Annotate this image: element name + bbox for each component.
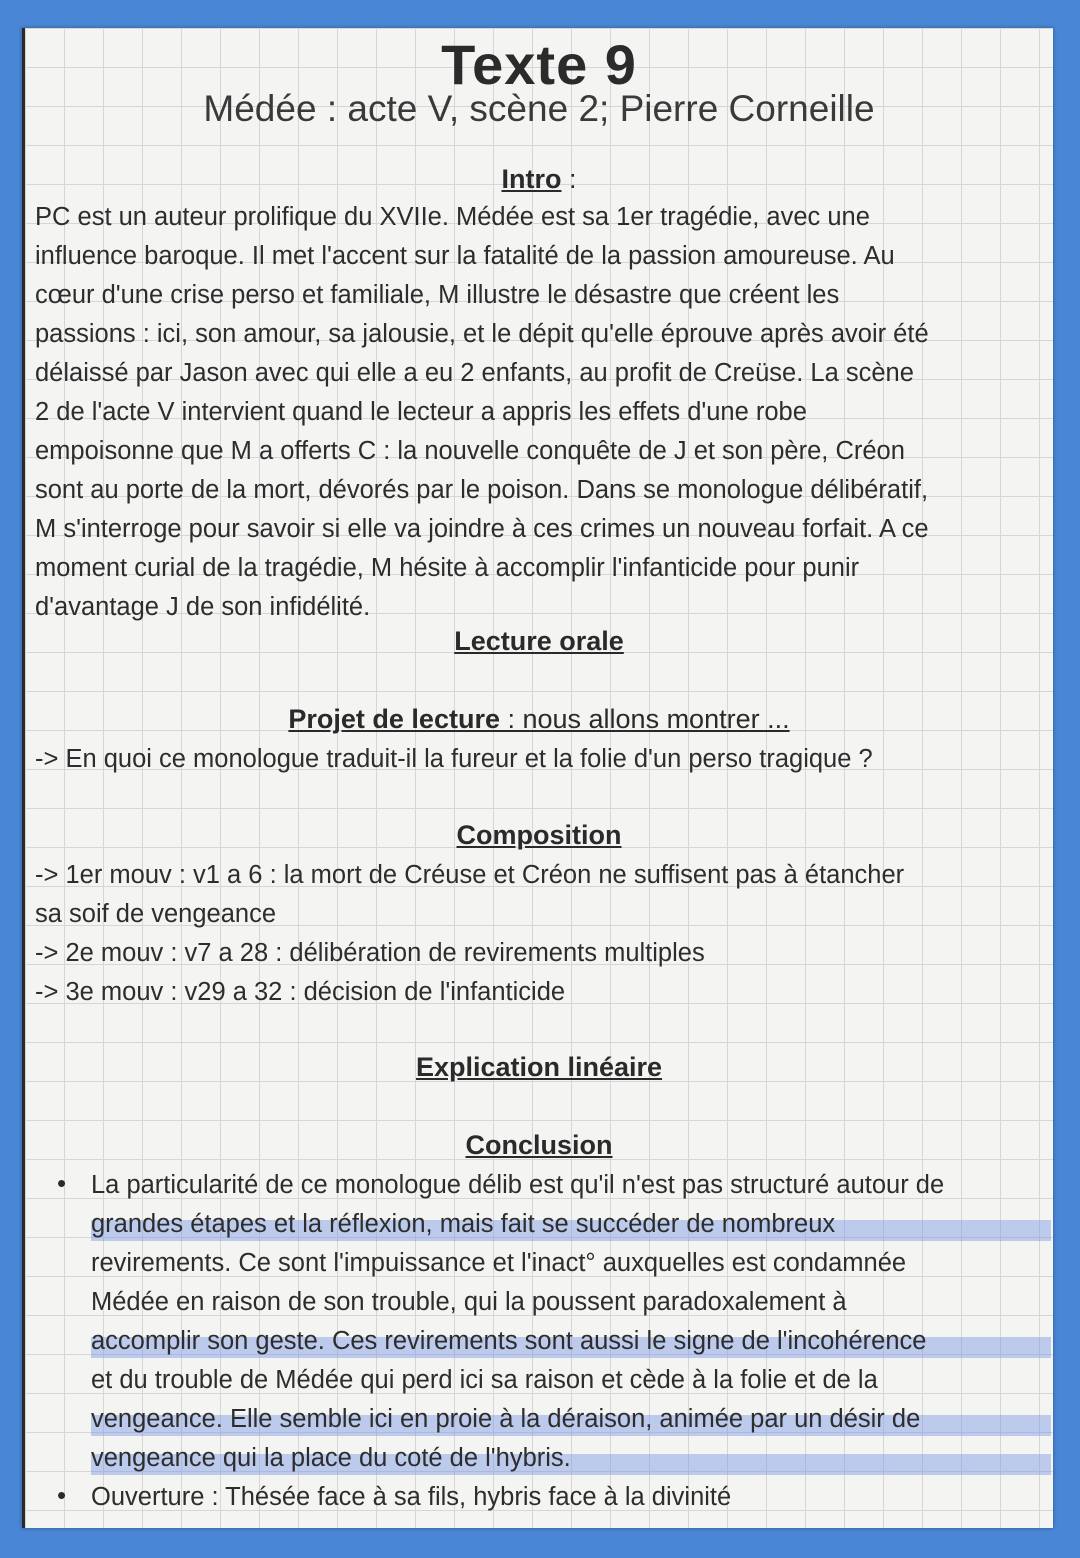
intro-line: M s'interroge pour savoir si elle va joindre à ces crimes un nouveau forfait. A ce [35,515,929,543]
projet-heading-rest: : nous allons montrer ... [499,704,790,734]
composition-heading-row [25,820,1053,851]
projet-heading-row [25,704,1053,735]
projet-question-line: -> En quoi ce monologue traduit-il la fureur et la folie d'un perso tragique ? [35,745,873,773]
intro-line: empoisonne que M a offerts C : la nouvelle conquête de J et son père, Créon [35,437,905,465]
lecture-heading-row [25,626,1053,657]
intro-colon: : [561,164,577,194]
intro-heading-row [25,164,1053,195]
intro-line: passions : ici, son amour, sa jalousie, et le dépit qu'elle éprouve après avoir été [35,320,929,348]
intro-line: 2 de l'acte V intervient quand le lecteur a appris les effets d'une robe [35,398,807,426]
composition-line: sa soif de vengeance [35,900,277,928]
bullet-dot: • [57,1168,67,1198]
projet-heading: Projet de lecture [288,704,500,734]
conclusion-line: vengeance. Elle semble ici en proie à la déraison, animée par un désir de [91,1400,1051,1439]
conclusion-line: grandes étapes et la réflexion, mais fait se succéder de nombreux [91,1205,1051,1244]
projet-question [35,740,1045,779]
intro-line: délaissé par Jason avec qui elle a eu 2 enfants, au profit de Creüse. La scène [35,359,914,387]
composition-list [35,856,1045,1012]
intro-line: moment curial de la tragédie, M hésite à accomplir l'infanticide pour punir [35,554,860,582]
bullet-dot: • [57,1480,67,1510]
conclusion-line: revirements. Ce sont l'impuissance et l'inact° auxquelles est condamnée [91,1249,907,1277]
conclusion-heading-row [25,1130,1053,1161]
note-sheet [22,28,1053,1528]
composition-line: -> 1er mouv : v1 a 6 : la mort de Créuse et Créon ne suffisent pas à étancher [35,861,905,889]
conclusion-line: et du trouble de Médée qui perd ici sa raison et cède à la folie et de la [91,1366,878,1394]
intro-line: cœur d'une crise perso et familiale, M illustre le désastre que créent les [35,281,840,309]
intro-line: sont au porte de la mort, dévorés par le poison. Dans se monologue délibératif, [35,476,929,504]
page-subtitle: Médée : acte V, scène 2; Pierre Corneille [203,88,875,129]
conclusion-heading: Conclusion [465,1130,613,1160]
conclusion-line: accomplir son geste. Ces revirements sont aussi le signe de l'incohérence [91,1322,1051,1361]
intro-paragraph [35,198,1045,627]
lecture-heading: Lecture orale [454,626,624,656]
conclusion-line: vengeance qui la place du coté de l'hybris. [91,1439,1051,1478]
explication-heading-row [25,1052,1053,1083]
explication-heading: Explication linéaire [415,1052,663,1082]
conclusion-bullet-2 [91,1478,1051,1517]
conclusion-bullet-1 [91,1166,1051,1478]
composition-line: -> 3e mouv : v29 a 32 : décision de l'infanticide [35,978,566,1006]
conclusion-line: La particularité de ce monologue délib est qu'il n'est pas structuré autour de [91,1171,945,1199]
intro-line: influence baroque. Il met l'accent sur la fatalité de la passion amoureuse. Au [35,242,895,270]
page-title: Texte 9 [441,33,637,96]
composition-heading: Composition [456,820,622,850]
intro-heading: Intro [501,164,562,194]
intro-line: d'avantage J de son infidélité. [35,593,371,621]
composition-line: -> 2e mouv : v7 a 28 : délibération de revirements multiples [35,939,705,967]
conclusion-line: Ouverture : Thésée face à sa fils, hybris face à la divinité [91,1483,732,1511]
intro-line: PC est un auteur prolifique du XVIIe. Médée est sa 1er tragédie, avec une [35,203,870,231]
conclusion-line: Médée en raison de son trouble, qui la poussent paradoxalement à [91,1288,847,1316]
